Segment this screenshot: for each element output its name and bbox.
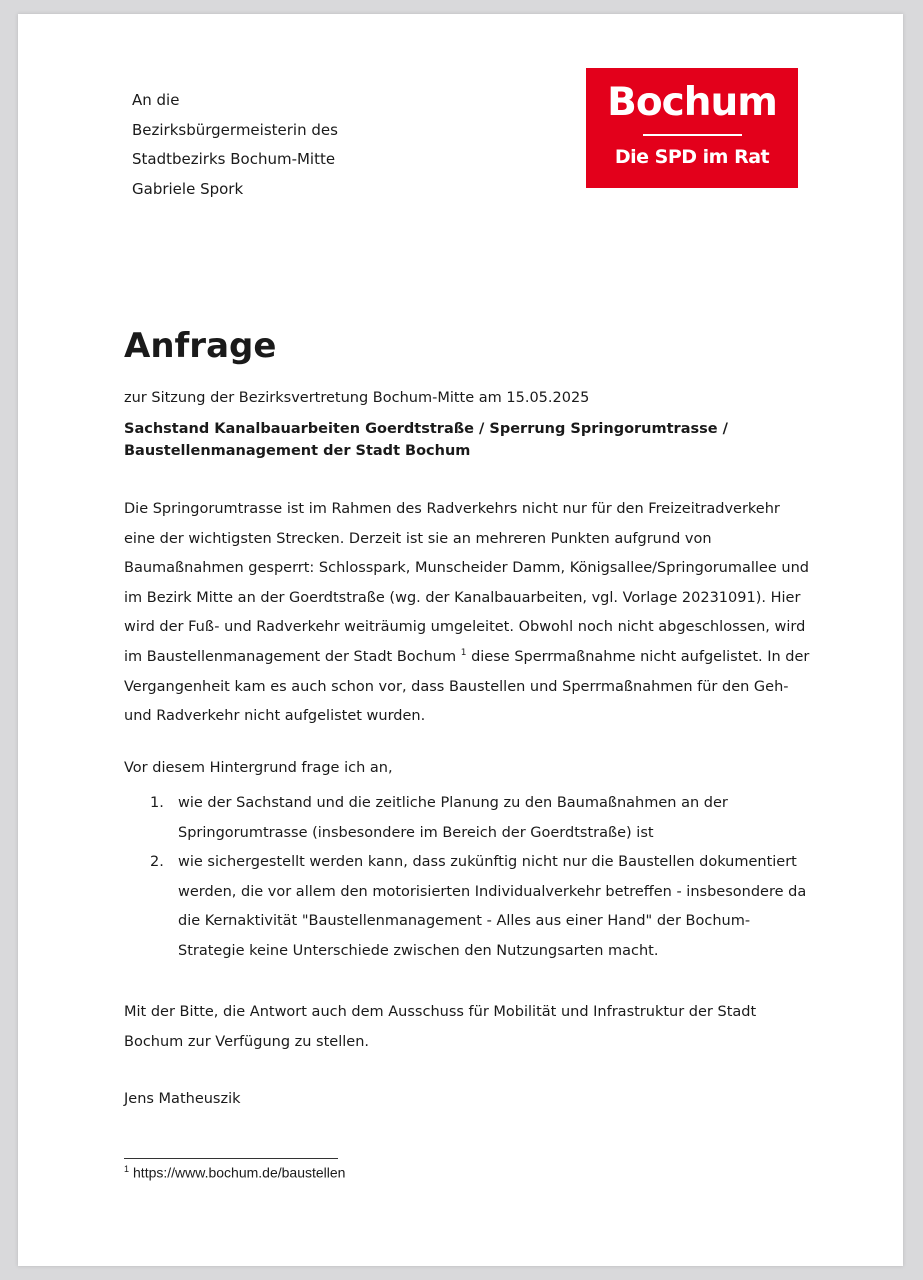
body-paragraph [124,495,814,732]
session-line: zur Sitzung der Bezirksvertretung Bochum-Mitte am 15.05.2025 [124,390,590,406]
body-text: diese Sperrmaßnahme nicht aufgelistet. In der Vergangenheit kam es auch schon vor, dass Baustellen und Sperrmaßnahmen für den Geh- und Radverkehr nicht aufgelistet wurden. [124,648,810,725]
footnote-link[interactable]: https://www.bochum.de/baustellen [133,1164,346,1181]
footnote [124,1164,345,1181]
logo-divider [643,134,742,136]
question-list [124,789,814,967]
document-page [18,14,903,1266]
footnote-marker: 1 [124,1164,130,1174]
list-number: 1. [150,795,164,811]
footnote-divider [124,1158,338,1159]
subject-line: Baustellenmanagement der Stadt Bochum [124,443,471,459]
list-item [124,848,814,966]
recipient-line: An die [132,91,180,109]
footnote-reference: 1 [460,648,467,659]
subject [124,418,764,462]
list-number: 2. [150,854,164,871]
logo-name: Bochum [607,80,777,125]
recipient-address [132,86,338,204]
recipient-line: Bezirksbürgermeisterin des [132,120,338,139]
document-title: Anfrage [124,326,277,366]
spd-bochum-logo [586,68,798,188]
recipient-line: Stadtbezirks Bochum-Mitte [132,150,336,168]
logo-subtitle: Die SPD im Rat [614,146,770,168]
question-intro: Vor diesem Hintergrund frage ich an, [124,760,393,776]
list-item [124,789,814,848]
list-text: wie sichergestellt werden kann, dass zukünftig nicht nur die Baustellen dokumentiert werden, die vor allem den motorisierten Individualverkehr betreffen - insbesondere da die Kernaktivität "Baustellenmanagement - Alles aus einer Hand" der Bochum-Strategie keine Unterschiede zwischen den Nutzungsarten macht. [178,854,807,959]
recipient-line: Gabriele Spork [132,179,244,198]
subject-line: Sachstand Kanalbauarbeiten Goerdtstraße / Sperrung Springorumtrasse / [124,421,728,437]
closing-paragraph: Mit der Bitte, die Antwort auch dem Ausschuss für Mobilität und Infrastruktur der Stadt Bochum zur Verfügung zu stellen. [124,1004,757,1050]
list-text: wie der Sachstand und die zeitliche Planung zu den Baumaßnahmen an der Springorumtrasse (insbesondere im Bereich der Goerdtstraße) ist [178,795,728,841]
signature: Jens Matheuszik [124,1091,241,1107]
body-text: Die Springorumtrasse ist im Rahmen des Radverkehrs nicht nur für den Freizeitradverkehr eine der wichtigsten Strecken. Derzeit ist sie an mehreren Punkten aufgrund von Baumaßnahmen gesperrt: Schlosspark, Munscheider Damm, Königsallee/Springorumallee und im Bezirk Mitte an der Goerdtstraße (wg. der Kanalbauarbeiten, vgl. Vorlage 20231091). Hier wird der Fuß- und Radverkehr weiträumig umgeleitet. Obwohl noch nicht abgeschlossen, wird im Baustellenmanagement der Stadt Bochum [124,501,809,665]
